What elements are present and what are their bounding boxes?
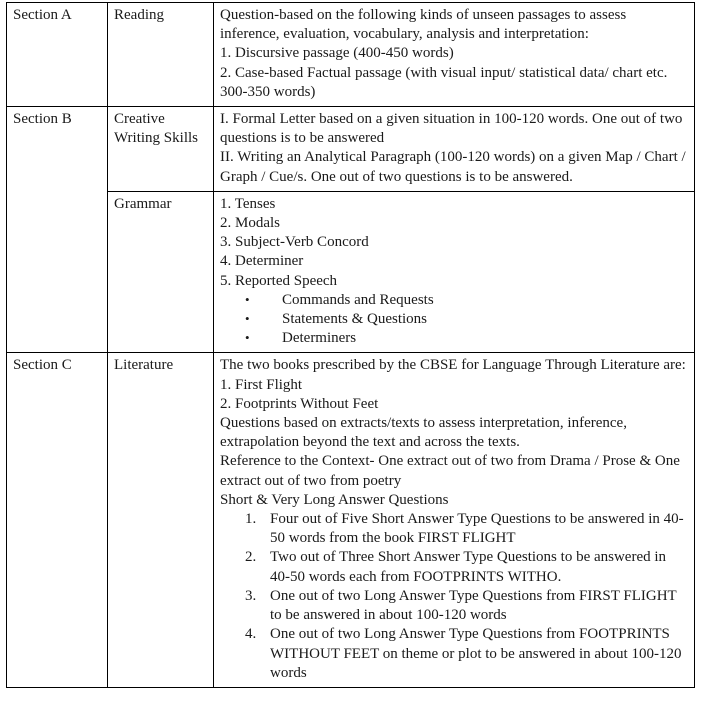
cell-section-a <box>7 3 108 107</box>
detail-line: 3. Subject-Verb Concord <box>220 234 369 251</box>
cell-area-reading <box>108 3 214 107</box>
detail-line: 2. Case-based Factual passage (with visual input/ statistical data/ chart etc. 300-350 words) <box>220 64 668 100</box>
list-item: • Statements & Questions <box>220 310 689 329</box>
literature-numbered-list <box>220 510 689 683</box>
cell-area-literature <box>108 353 214 687</box>
detail-line: II. Writing an Analytical Paragraph (100-120 words) on a given Map / Chart / Graph / Cue/s. One out of two questions is to be answered. <box>220 149 686 185</box>
detail-line: 2. Modals <box>220 215 280 232</box>
list-item: One out of two Long Answer Type Questions from FOOTPRINTS WITHOUT FEET on theme or plot to be answered in about 100-120 words <box>270 626 682 681</box>
table-row <box>7 353 695 687</box>
cell-section-b <box>7 107 108 353</box>
detail-line: 1. Tenses <box>220 195 276 212</box>
area-label: Creative Writing Skills <box>114 111 198 147</box>
cell-detail-reading <box>214 3 695 107</box>
section-label: Section C <box>13 357 72 374</box>
detail-line: 1. First Flight <box>220 376 303 393</box>
table-row <box>7 107 695 192</box>
list-item: One out of two Long Answer Type Questions from FIRST FLIGHT to be answered in about 100-120 words <box>270 587 677 624</box>
list-item: • Commands and Requests <box>220 291 689 310</box>
detail-line: The two books prescribed by the CBSE for Language Through Literature are: <box>220 357 686 374</box>
detail-line: 4. Determiner <box>220 253 304 270</box>
cell-section-c <box>7 353 108 687</box>
detail-line: Question-based on the following kinds of unseen passages to assess inference, evaluation, vocabulary, analysis and interpretation: <box>220 7 627 43</box>
list-item: Two out of Three Short Answer Type Questions to be answered in 40-50 words each from FOOTPRINTS WITHO. <box>270 549 667 585</box>
cell-area-grammar <box>108 191 214 353</box>
detail-line: I. Formal Letter based on a given situation in 100-120 words. One out of two questions is to be answered <box>220 111 683 147</box>
cell-detail-creative-writing <box>214 107 695 192</box>
area-label: Reading <box>114 7 164 23</box>
area-label: Literature <box>114 357 174 374</box>
cell-area-creative-writing <box>108 107 214 192</box>
section-label: Section A <box>13 7 72 23</box>
detail-line: Short & Very Long Answer Questions <box>220 491 449 508</box>
detail-line: Questions based on extracts/texts to assess interpretation, inference, extrapolation beyond the text and across the texts. <box>220 415 627 451</box>
area-label: Grammar <box>114 195 172 212</box>
detail-line: 1. Discursive passage (400-450 words) <box>220 45 454 62</box>
detail-line: 2. Footprints Without Feet <box>220 395 379 412</box>
detail-line: Reference to the Context- One extract out of two from Drama / Prose & One extract out of two from poetry <box>220 453 680 489</box>
syllabus-table <box>6 2 695 688</box>
detail-line: 5. Reported Speech <box>220 272 338 289</box>
table-row <box>7 3 695 107</box>
cell-detail-literature <box>214 353 695 687</box>
grammar-bullet-list <box>220 291 689 349</box>
list-item: Four out of Five Short Answer Type Questions to be answered in 40-50 words from the book FIRST FLIGHT <box>270 511 684 547</box>
list-item: • Determiners <box>220 329 689 348</box>
table-row <box>7 191 695 353</box>
cell-detail-grammar <box>214 191 695 353</box>
section-label: Section B <box>13 111 72 128</box>
